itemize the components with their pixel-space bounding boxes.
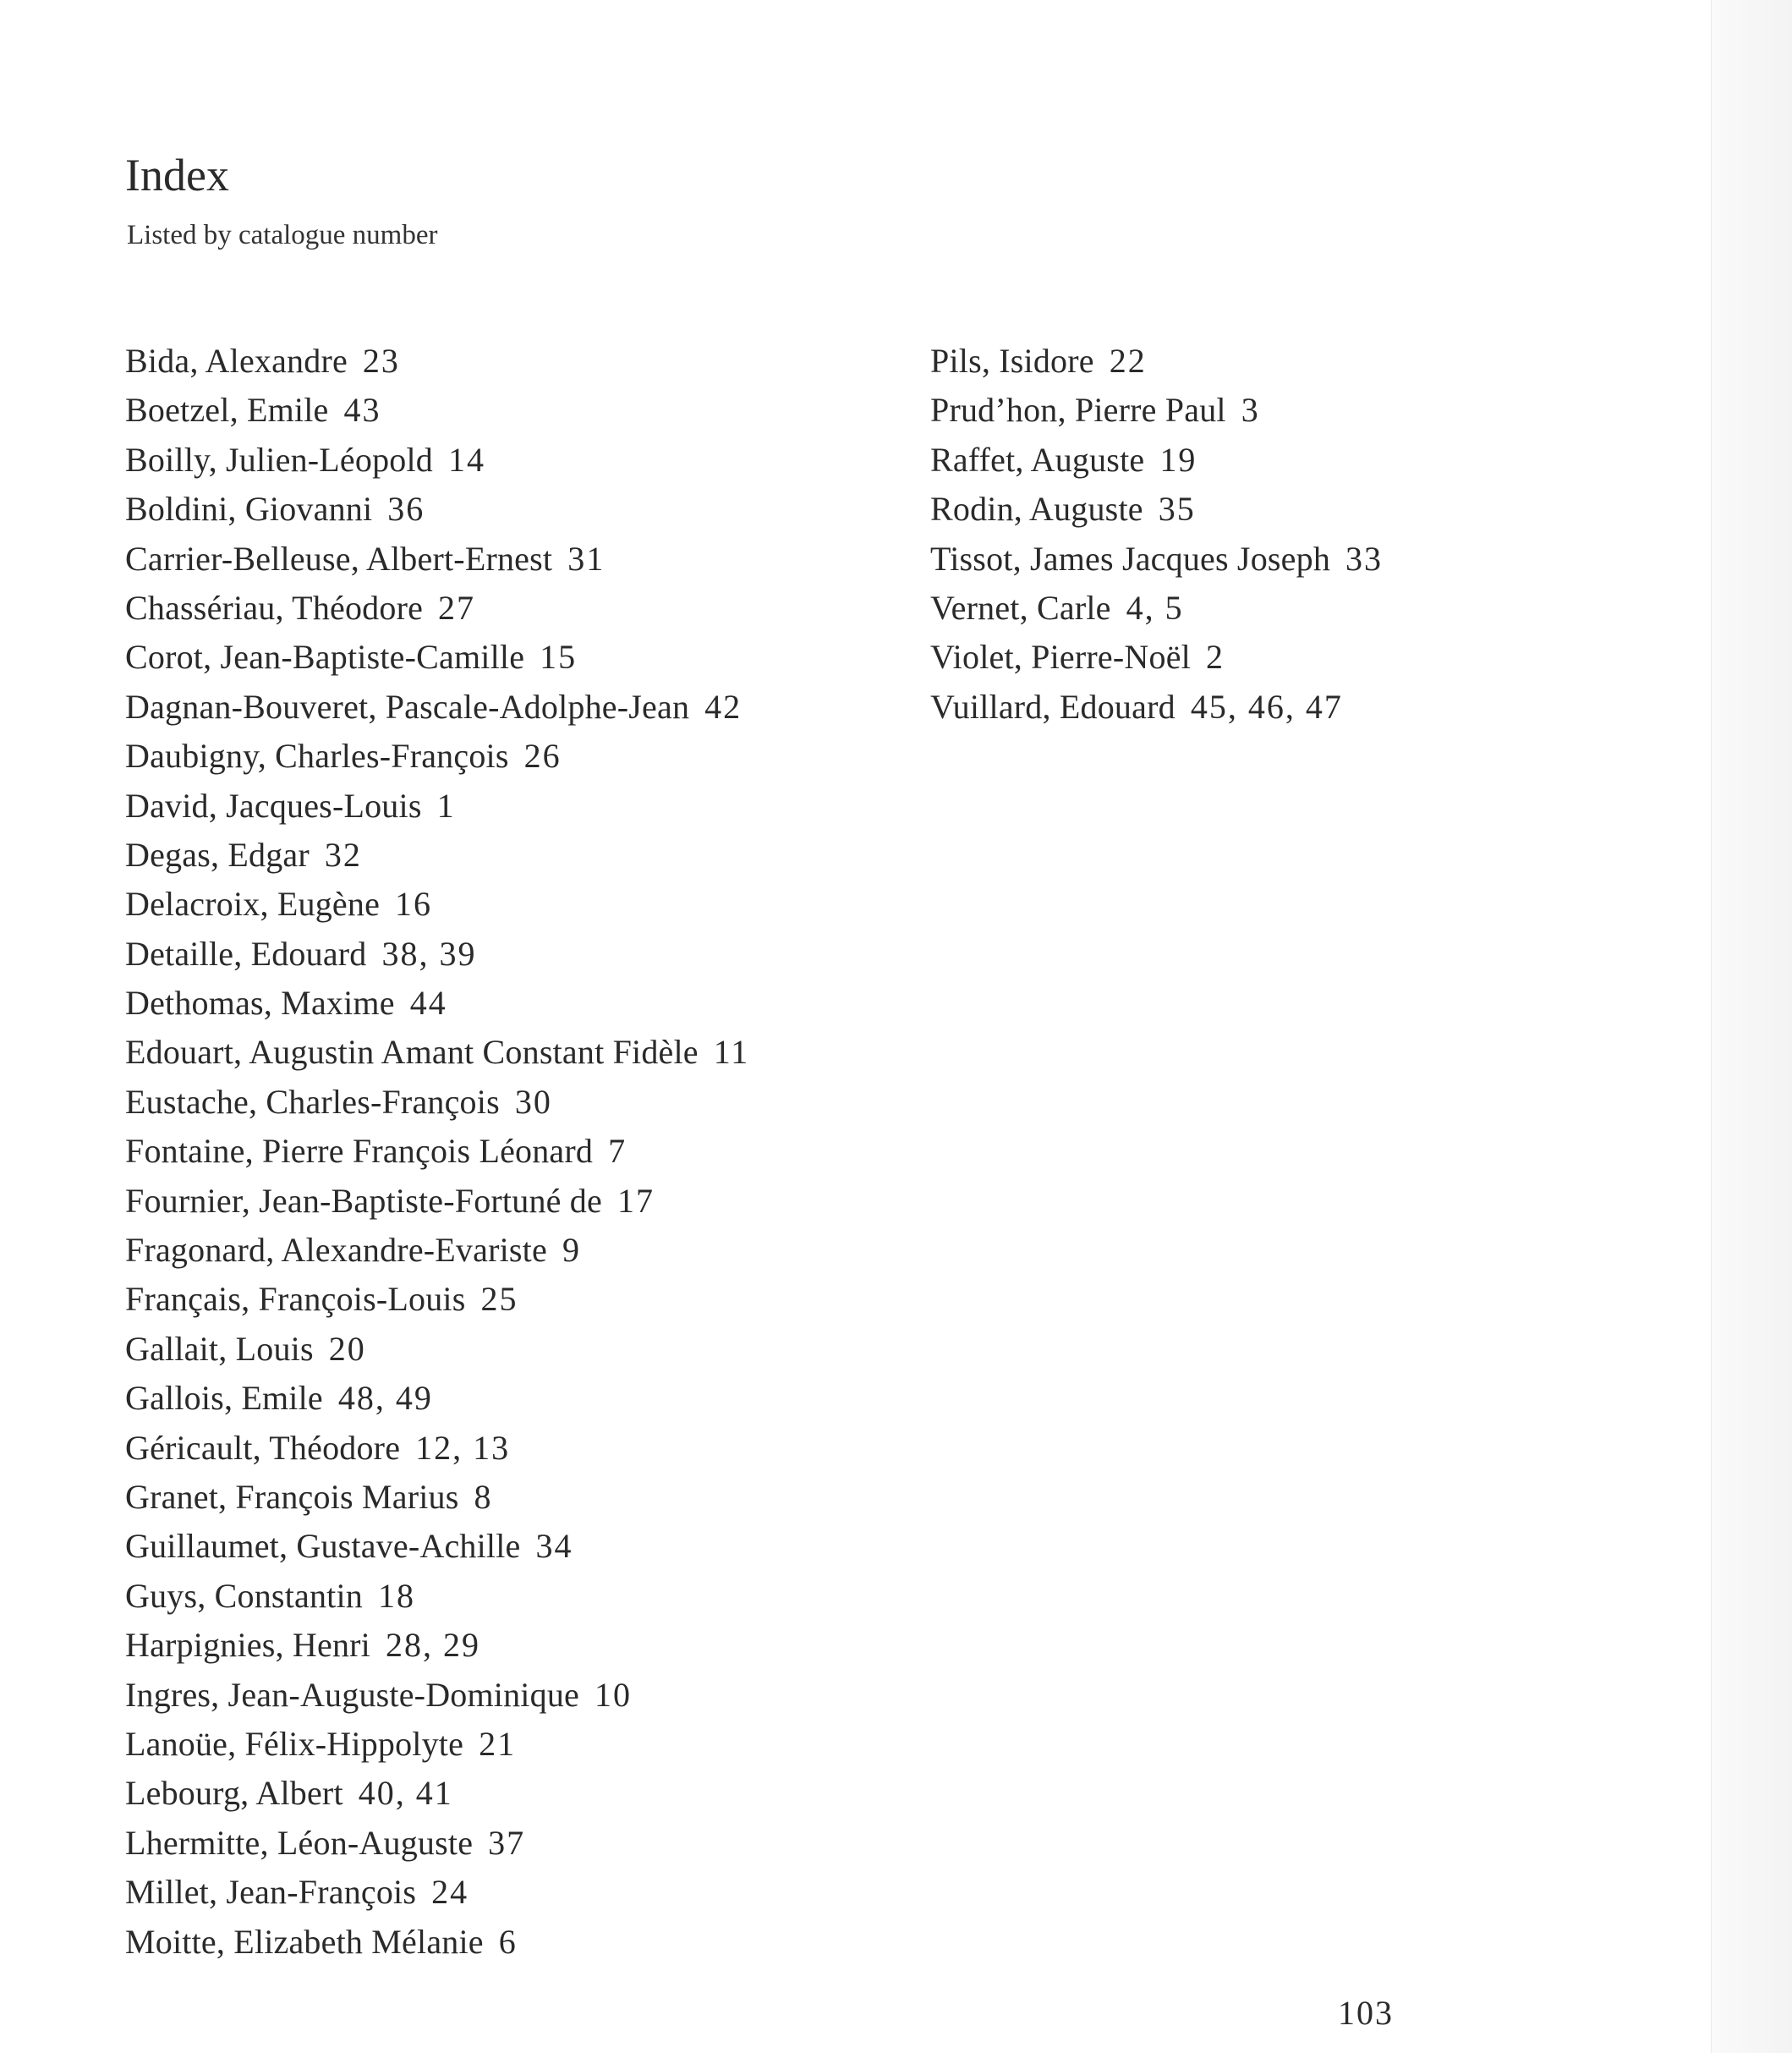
catalogue-numbers: 1 [436,786,456,825]
index-entry [930,436,1383,485]
index-entry [125,930,749,979]
catalogue-numbers: 37 [488,1823,526,1862]
catalogue-numbers: 6 [498,1922,518,1961]
catalogue-numbers: 45, 46, 47 [1190,687,1343,726]
index-column-right [930,337,1383,732]
index-entry [125,782,749,831]
catalogue-numbers: 43 [343,391,381,430]
catalogue-numbers: 26 [523,737,562,776]
catalogue-numbers: 11 [713,1033,750,1072]
index-entry [125,1275,749,1324]
artist-name: Moitte, Elizabeth Mélanie [125,1922,484,1961]
index-entry [125,535,749,584]
catalogue-numbers: 17 [617,1181,655,1220]
index-entry [125,1473,749,1522]
catalogue-numbers: 44 [409,984,447,1023]
index-entry [930,584,1383,633]
index-entry [930,337,1383,386]
artist-name: Millet, Jean-François [125,1873,417,1912]
index-entry [125,1127,749,1176]
catalogue-numbers: 14 [448,440,485,479]
index-entry [125,1720,749,1769]
index-entry [125,732,749,781]
index-entry [125,1769,749,1818]
artist-name: Daubigny, Charles-François [125,737,509,776]
catalogue-numbers: 16 [395,885,433,924]
index-entry [125,337,749,386]
artist-name: Lanoüe, Félix-Hippolyte [125,1724,464,1763]
catalogue-numbers: 10 [594,1675,632,1714]
page-subtitle: Listed by catalogue number [127,220,438,250]
artist-name: Carrier-Belleuse, Albert-Ernest [125,539,553,578]
catalogue-numbers: 35 [1158,490,1196,529]
index-entry [125,386,749,435]
artist-name: Boetzel, Emile [125,391,329,430]
catalogue-numbers: 19 [1159,440,1197,479]
index-entry [125,485,749,534]
page-title: Index [125,150,229,200]
artist-name: David, Jacques-Louis [125,786,422,825]
index-entry [125,1226,749,1275]
artist-name: Harpignies, Henri [125,1626,370,1665]
artist-name: Fournier, Jean-Baptiste-Fortuné de [125,1181,602,1220]
artist-name: Guys, Constantin [125,1576,363,1615]
catalogue-numbers: 40, 41 [358,1774,453,1813]
catalogue-numbers: 27 [438,588,476,627]
catalogue-numbers: 3 [1241,391,1260,430]
catalogue-numbers: 22 [1109,342,1147,380]
artist-name: Detaille, Edouard [125,934,367,973]
catalogue-numbers: 48, 49 [337,1379,433,1418]
catalogue-numbers: 4, 5 [1126,588,1184,627]
artist-name: Pils, Isidore [930,342,1094,380]
catalogue-numbers: 21 [479,1724,517,1763]
index-entry [125,831,749,880]
catalogue-numbers: 36 [387,490,425,529]
artist-name: Granet, François Marius [125,1477,459,1516]
catalogue-numbers: 25 [480,1280,518,1319]
index-entry [125,1868,749,1917]
catalogue-numbers: 9 [562,1231,581,1270]
index-entry [125,1424,749,1473]
index-entry [125,1572,749,1621]
index-column-left [125,337,749,1967]
artist-name: Gallait, Louis [125,1329,314,1368]
artist-name: Corot, Jean-Baptiste-Camille [125,638,525,677]
index-entry [125,1819,749,1868]
artist-name: Lhermitte, Léon-Auguste [125,1823,474,1862]
artist-name: Boldini, Giovanni [125,490,373,529]
artist-name: Dagnan-Bouveret, Pascale-Adolphe-Jean [125,687,690,726]
index-entry [125,683,749,732]
index-entry [930,485,1383,534]
catalogue-numbers: 31 [567,539,606,578]
artist-name: Français, François-Louis [125,1280,466,1319]
index-entry [930,683,1383,732]
artist-name: Bida, Alexandre [125,342,348,380]
catalogue-numbers: 42 [704,687,743,726]
artist-name: Edouart, Augustin Amant Constant Fidèle [125,1033,699,1072]
index-entry [125,979,749,1028]
artist-name: Ingres, Jean-Auguste-Dominique [125,1675,579,1714]
catalogue-numbers: 12, 13 [415,1428,511,1467]
artist-name: Degas, Edgar [125,835,310,874]
catalogue-numbers: 8 [474,1477,493,1516]
catalogue-numbers: 15 [540,638,578,677]
catalogue-numbers: 23 [362,342,400,380]
catalogue-numbers: 2 [1205,638,1225,677]
artist-name: Violet, Pierre-Noël [930,638,1191,677]
catalogue-numbers: 28, 29 [385,1626,480,1665]
index-entry [125,1621,749,1670]
catalogue-numbers: 18 [378,1576,415,1615]
index-entry [125,1671,749,1720]
index-entry [125,436,749,485]
catalogue-numbers: 38, 39 [381,934,477,973]
index-entry [930,386,1383,435]
index-entry [125,1325,749,1374]
catalogue-numbers: 33 [1345,539,1384,578]
artist-name: Gallois, Emile [125,1379,323,1418]
page-number: 103 [1338,1994,1394,2032]
artist-name: Guillaumet, Gustave-Achille [125,1527,521,1566]
index-entry [125,1028,749,1077]
index-entry [125,584,749,633]
catalogue-numbers: 24 [431,1873,469,1912]
artist-name: Tissot, James Jacques Joseph [930,539,1331,578]
artist-name: Prud’hon, Pierre Paul [930,391,1226,430]
artist-name: Eustache, Charles-François [125,1082,500,1121]
artist-name: Lebourg, Albert [125,1774,343,1813]
index-entry [125,1918,749,1967]
artist-name: Chassériau, Théodore [125,588,424,627]
artist-name: Dethomas, Maxime [125,984,395,1023]
catalogue-numbers: 7 [608,1132,627,1171]
index-entry [125,633,749,682]
index-entry [125,1078,749,1127]
catalogue-numbers: 30 [514,1082,552,1121]
artist-name: Rodin, Auguste [930,490,1143,529]
artist-name: Fragonard, Alexandre-Evariste [125,1231,547,1270]
index-entry [125,1374,749,1423]
catalogue-numbers: 34 [535,1527,573,1566]
artist-name: Fontaine, Pierre François Léonard [125,1132,594,1171]
artist-name: Géricault, Théodore [125,1428,401,1467]
page-edge [1711,0,1792,2053]
artist-name: Boilly, Julien-Léopold [125,440,433,479]
artist-name: Vernet, Carle [930,588,1111,627]
artist-name: Raffet, Auguste [930,440,1145,479]
index-entry [930,535,1383,584]
artist-name: Delacroix, Eugène [125,885,381,924]
index-entry [930,633,1383,682]
index-entry [125,1177,749,1226]
catalogue-numbers: 32 [324,835,362,874]
catalogue-numbers: 20 [328,1329,366,1368]
artist-name: Vuillard, Edouard [930,687,1175,726]
index-entry [125,880,749,929]
index-entry [125,1522,749,1571]
